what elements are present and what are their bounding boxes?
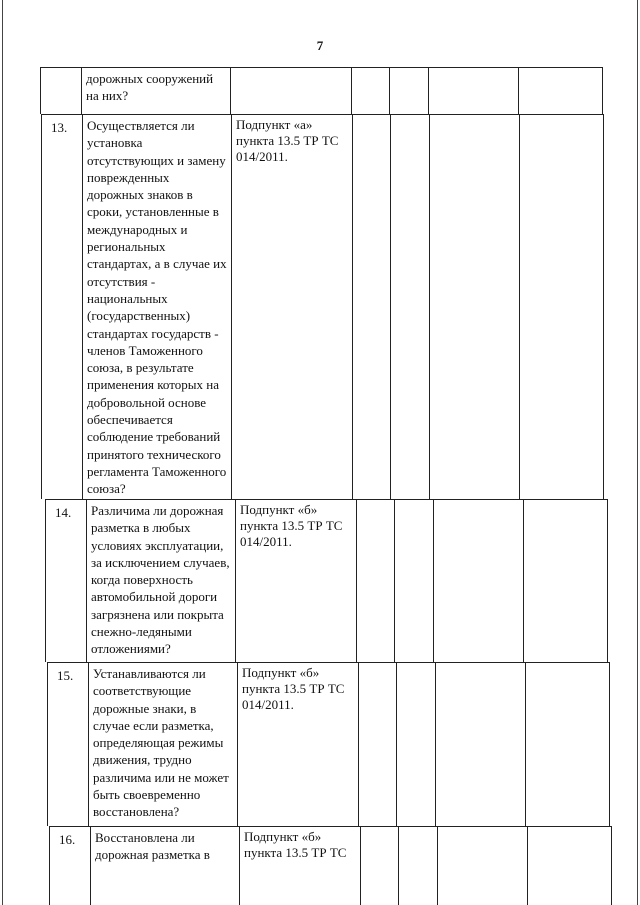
regulation-reference (244, 829, 346, 861)
table-border-vertical (88, 662, 89, 826)
table-border-vertical (435, 662, 436, 826)
table-border-vertical (230, 67, 231, 114)
question-line: Осуществляется ли (87, 118, 195, 133)
question-line: отсутствующих и замену (87, 152, 226, 168)
regulation-reference (236, 117, 338, 165)
reference-line: пункта 13.5 ТР ТС (244, 845, 347, 860)
table-border-vertical (428, 67, 429, 114)
table-border-vertical (239, 826, 240, 905)
question-line: случае если разметка, (93, 717, 214, 733)
question-line: принятого технического (87, 446, 221, 462)
table-border-vertical (523, 499, 524, 662)
question-line: дорожные знаки, в (93, 700, 197, 716)
reference-line: Подпункт «а» (236, 117, 313, 132)
row-number: 15. (57, 668, 74, 683)
question-line: отложениями? (91, 641, 171, 657)
table-border-vertical (356, 499, 357, 662)
reference-line: 014/2011. (242, 697, 294, 712)
question-line: определяющая режимы (93, 735, 224, 751)
question-line: быть своевременно (93, 787, 201, 803)
reference-line: 014/2011. (236, 149, 288, 164)
reference-line: 014/2011. (240, 534, 292, 549)
question-line: союза? (87, 481, 126, 497)
table-border-vertical (86, 499, 87, 662)
reference-line: пункта 13.5 ТР ТС (240, 518, 343, 533)
table-border-vertical (433, 499, 434, 662)
requirement-question (86, 70, 213, 105)
table-border-vertical (40, 67, 41, 114)
question-line: Устанавливаются ли (93, 666, 206, 681)
question-line: союза, в результате (87, 360, 194, 376)
table-border-vertical (351, 67, 352, 114)
question-line: национальных (87, 290, 168, 306)
regulation-reference (242, 665, 344, 713)
table-border-vertical (389, 67, 390, 114)
requirement-question (87, 117, 227, 498)
regulation-reference (240, 502, 342, 550)
row-number: 16. (59, 832, 76, 847)
question-line: дорожная разметка в (95, 847, 210, 863)
table-border-vertical (518, 67, 519, 114)
table-border-vertical (396, 662, 397, 826)
table-border-vertical (45, 499, 46, 662)
table-border-vertical (609, 662, 610, 826)
reference-line: пункта 13.5 ТР ТС (242, 681, 345, 696)
question-line: сроки, установленные в (87, 204, 219, 220)
question-line: восстановлена? (93, 804, 180, 820)
question-line: дорожных сооружений (86, 71, 214, 86)
table-border-vertical (47, 662, 48, 826)
question-line: поврежденных (87, 169, 170, 185)
reference-line: Подпункт «б» (244, 829, 322, 844)
table-border-vertical (82, 114, 83, 499)
row-number: 14. (55, 505, 72, 520)
table-border-vertical (390, 114, 391, 499)
question-line: установка (87, 135, 143, 151)
requirement-question (91, 502, 230, 658)
question-line: (государственных) (87, 308, 191, 324)
question-line: регламента Таможенного (87, 463, 227, 479)
question-line: условиях эксплуатации, (91, 537, 224, 553)
table-border-vertical (360, 826, 361, 905)
table-border-vertical (398, 826, 399, 905)
question-line: снежно-ледяными (91, 624, 192, 640)
row-number: 13. (51, 120, 68, 135)
question-line: движения, трудно (93, 752, 192, 768)
question-line: Различима ли дорожная (91, 503, 224, 518)
question-line: загрязнена или покрыта (91, 606, 224, 622)
question-line: автомобильной дороги (91, 589, 218, 605)
table-border-vertical (352, 114, 353, 499)
question-line: за исключением случаев, (91, 554, 230, 570)
question-line: разметка в любых (91, 520, 191, 536)
table-border-vertical (49, 826, 50, 905)
table-border-vertical (235, 499, 236, 662)
table-border-vertical (525, 662, 526, 826)
question-line: отсутствия - (87, 273, 156, 289)
question-line: стандартах государств - (87, 325, 219, 341)
table-border-vertical (603, 114, 604, 499)
question-line: стандартах, а в случае их (87, 256, 227, 272)
question-line: применения которых на (87, 377, 219, 393)
table-border-vertical (41, 114, 42, 499)
question-line: когда поверхность (91, 572, 193, 588)
reference-line: пункта 13.5 ТР ТС (236, 133, 339, 148)
table-border-vertical (358, 662, 359, 826)
question-line: добровольной основе (87, 394, 207, 410)
reference-line: Подпункт «б» (240, 502, 318, 517)
table-border-vertical (611, 826, 612, 905)
page-number: 7 (316, 38, 324, 53)
reference-line: Подпункт «б» (242, 665, 320, 680)
table-border-vertical (90, 826, 91, 905)
table-border-vertical (237, 662, 238, 826)
table-border-vertical (437, 826, 438, 905)
question-line: соответствующие (93, 683, 192, 699)
question-line: на них? (86, 88, 129, 104)
question-line: региональных (87, 239, 166, 255)
table-border-vertical (527, 826, 528, 905)
table-border-vertical (429, 114, 430, 499)
question-line: международных и (87, 221, 188, 237)
table-border-vertical (81, 67, 82, 114)
question-line: обеспечивается (87, 412, 173, 428)
table-border-vertical (231, 114, 232, 499)
table-border-vertical (602, 67, 603, 114)
question-line: членов Таможенного (87, 342, 203, 358)
question-line: дорожных знаков в (87, 187, 193, 203)
table-border-vertical (607, 499, 608, 662)
question-line: Восстановлена ли (95, 830, 195, 845)
question-line: соблюдение требований (87, 429, 221, 445)
requirement-question (93, 665, 229, 821)
table-border-vertical (394, 499, 395, 662)
table-border-vertical (519, 114, 520, 499)
requirement-question (95, 829, 210, 864)
question-line: различима или не может (93, 769, 229, 785)
